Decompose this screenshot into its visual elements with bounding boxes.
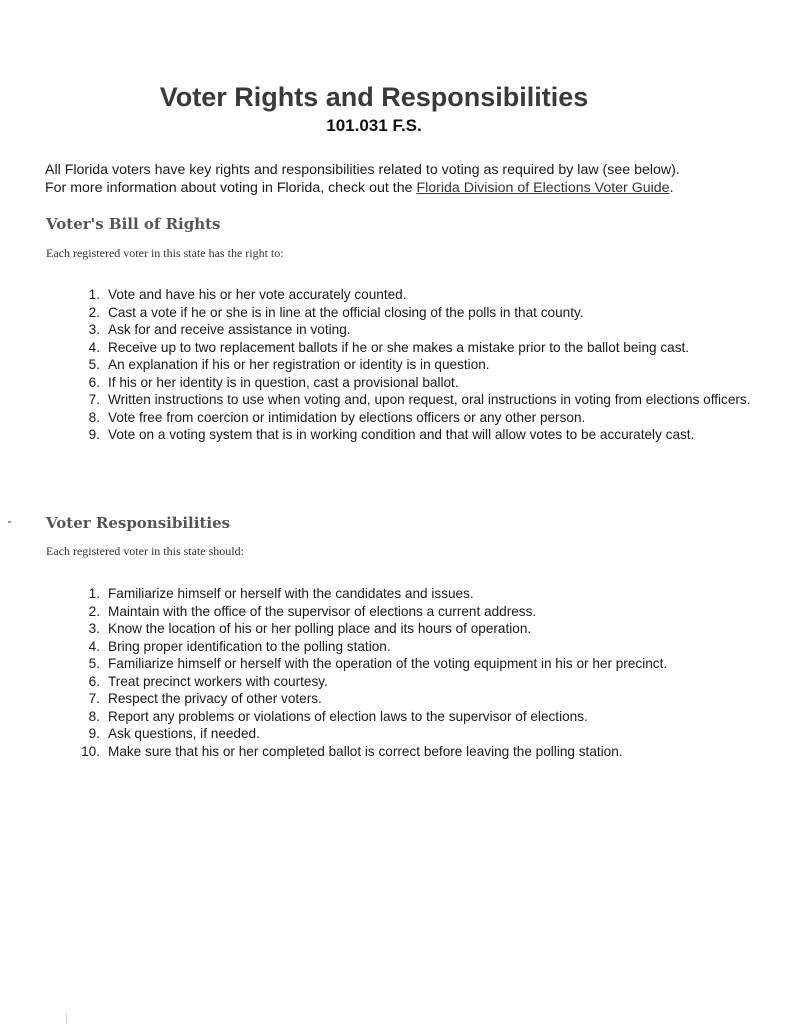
list-item: [78, 691, 758, 707]
bill-of-rights-list: [78, 287, 758, 445]
list-item-text: Respect the privacy of other voters.: [108, 691, 322, 706]
list-item-text: Bring proper identification to the polling station.: [108, 638, 391, 654]
list-item-text: Report any problems or violations of election laws to the supervisor of elections.: [108, 708, 588, 724]
list-item: [78, 375, 758, 391]
list-item: [78, 709, 758, 725]
list-item-number: 4.: [88, 638, 100, 654]
list-item-text: Familiarize himself or herself with the candidates and issues.: [108, 586, 474, 601]
list-item-number: 9.: [88, 427, 100, 442]
list-item-number: 3.: [88, 621, 100, 636]
list-item: [78, 656, 758, 672]
list-item: [78, 305, 758, 321]
responsibilities-heading: Voter Responsibilities: [46, 514, 231, 532]
list-item-number: 3.: [88, 322, 100, 337]
list-item-number: 5.: [88, 656, 100, 671]
intro-line-2-prefix: For more information about voting in Florida, check out the: [45, 180, 417, 196]
bill-of-rights-intro: Each registered voter in this state has the right to:: [46, 246, 284, 260]
bill-of-rights-heading: Voter's Bill of Rights: [46, 215, 221, 233]
list-item: [78, 744, 758, 760]
list-item-number: 9.: [88, 726, 100, 741]
list-item-number: 2.: [88, 304, 100, 320]
list-item-number: 4.: [88, 339, 100, 355]
list-item-number: 8.: [88, 409, 100, 425]
list-item: [78, 639, 758, 655]
list-item-number: 2.: [88, 603, 100, 619]
list-item: [78, 726, 758, 742]
list-item-text: Maintain with the office of the supervisor of elections a current address.: [108, 603, 537, 619]
list-item-number: 7.: [88, 392, 100, 407]
intro-line-2-suffix: .: [669, 180, 674, 196]
scan-artifact: [66, 1014, 67, 1024]
list-item: [78, 427, 758, 443]
list-item-number: 1.: [88, 586, 100, 601]
list-item: [78, 322, 758, 338]
intro-paragraph: [45, 161, 757, 197]
intro-line-1: All Florida voters have key rights and responsibilities related to voting as required by law (see below).: [45, 162, 680, 178]
list-item-number: 8.: [88, 708, 100, 724]
list-item: [78, 604, 758, 620]
list-item: [78, 287, 758, 303]
list-item-text: Written instructions to use when voting and, upon request, oral instructions in voting from elections officers.: [108, 392, 751, 407]
list-item: [78, 586, 758, 602]
statute-reference: 101.031 F.S.: [326, 116, 422, 135]
list-item: [78, 392, 758, 408]
list-item-text: Vote free from coercion or intimidation by elections officers or any other person.: [108, 409, 586, 425]
list-item-text: Make sure that his or her completed ballot is correct before leaving the polling station.: [108, 743, 623, 759]
list-item-text: Cast a vote if he or she is in line at the official closing of the polls in that county.: [108, 304, 584, 320]
list-item: [78, 340, 758, 356]
responsibilities-list: [78, 586, 758, 761]
list-item-number: 1.: [88, 287, 100, 302]
list-item-text: Treat precinct workers with courtesy.: [108, 673, 328, 689]
list-item: [78, 357, 758, 373]
list-item-text: Ask questions, if needed.: [108, 726, 260, 741]
list-item: [78, 410, 758, 426]
list-item-text: Receive up to two replacement ballots if he or she makes a mistake prior to the ballot being cast.: [108, 339, 690, 355]
list-item-number: 10.: [81, 743, 100, 759]
scan-artifact: [8, 521, 11, 523]
list-item-number: 6.: [88, 374, 100, 390]
list-item-text: Know the location of his or her polling place and its hours of operation.: [108, 621, 532, 636]
list-item-text: Vote on a voting system that is in working condition and that will allow votes to be accurately cast.: [108, 427, 695, 442]
list-item-number: 6.: [88, 673, 100, 689]
list-item-text: An explanation if his or her registration or identity is in question.: [108, 357, 490, 372]
list-item-number: 7.: [88, 691, 100, 706]
page-title: Voter Rights and Responsibilities: [159, 82, 589, 112]
list-item-number: 5.: [88, 357, 100, 372]
responsibilities-intro: Each registered voter in this state should:: [46, 544, 244, 558]
list-item-text: Vote and have his or her vote accurately counted.: [108, 287, 407, 302]
list-item: [78, 674, 758, 690]
list-item-text: Familiarize himself or herself with the operation of the voting equipment in his or her precinct.: [108, 656, 668, 671]
list-item: [78, 621, 758, 637]
voter-guide-link[interactable]: Florida Division of Elections Voter Guide: [416, 180, 670, 196]
list-item-text: Ask for and receive assistance in voting.: [108, 322, 351, 337]
list-item-text: If his or her identity is in question, cast a provisional ballot.: [108, 374, 459, 390]
